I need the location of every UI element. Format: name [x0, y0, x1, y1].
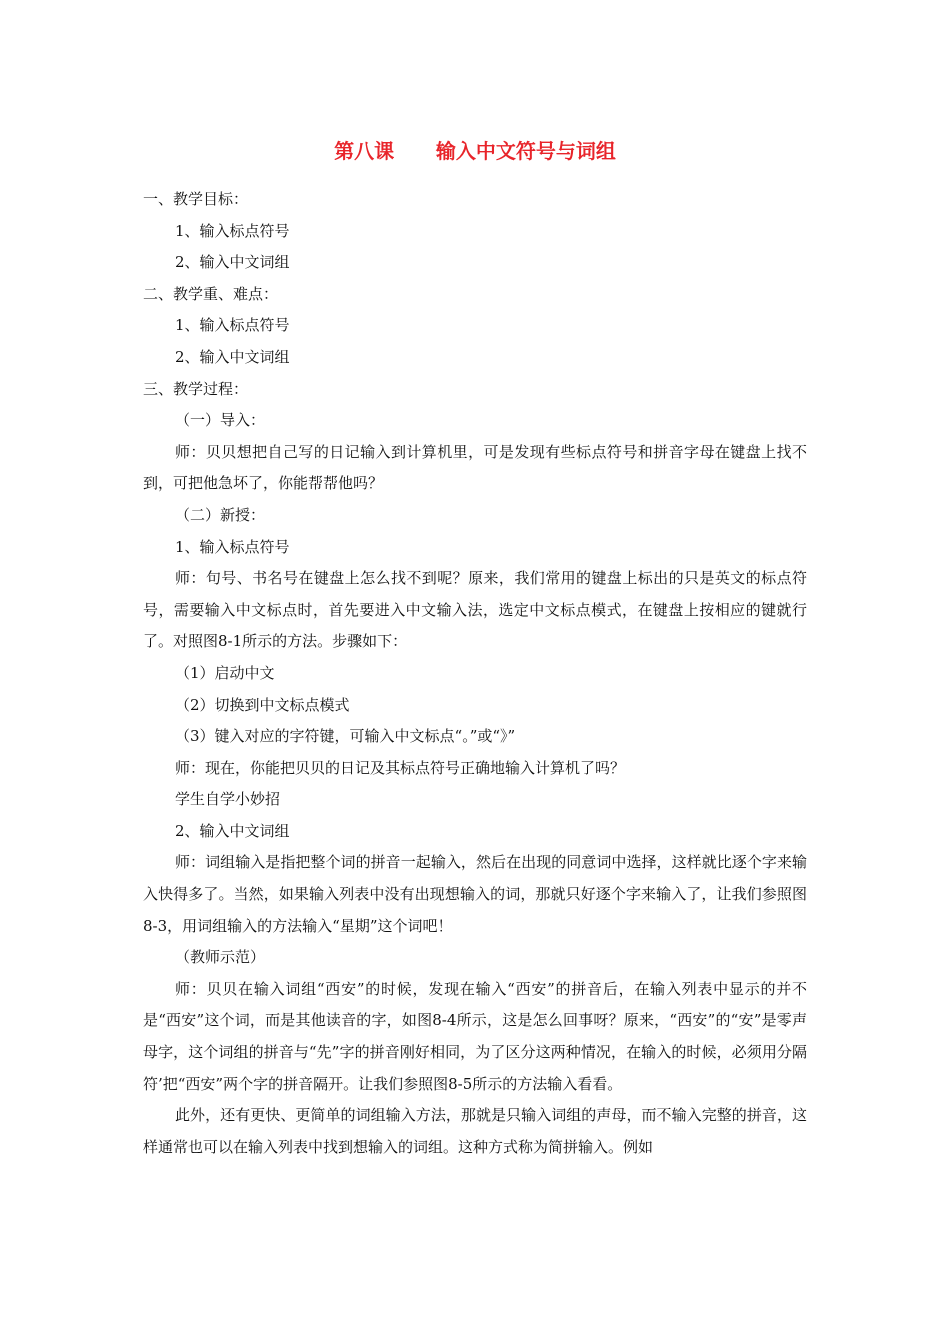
heading-objectives: 一、教学目标： — [143, 190, 249, 208]
section-phrases: 2、输入中文词组 — [175, 821, 290, 840]
list-item: 1、输入标点符号 — [175, 316, 290, 335]
body-paragraph: 师：贝贝在输入词组“西安”的时候，发现在输入“西安”的拼音后，在输入列表中显示的并不是“西安”这个词，而是其他读音的字，如图8-4所示，这是怎么回事呀？原来，“西安”的“安”是零声母字，这个词组的拼音与“先”字的拼音刚好相同，为了区分这两种情况，在输入的时候，必须用分隔符’把“西安”两个字的拼音隔开。让我们参照图8-5所示的方法输入看看。 — [143, 979, 807, 1093]
body-paragraph: （教师示范） — [175, 948, 266, 967]
subheading-new-lesson: （二）新授： — [175, 505, 266, 524]
heading-key-points: 二、教学重、难点： — [143, 284, 279, 303]
step-item: （1）启动中文 — [175, 663, 275, 682]
list-item: 1、输入标点符号 — [175, 221, 290, 240]
document-body — [143, 184, 807, 1163]
list-item: 2、输入中文词组 — [175, 347, 290, 366]
section-punctuation: 1、输入标点符号 — [175, 537, 290, 556]
subheading-intro: （一）导入： — [175, 411, 266, 430]
list-item: 2、输入中文词组 — [175, 253, 290, 272]
body-paragraph: 师：句号、书名号在键盘上怎么找不到呢？原来，我们常用的键盘上标出的只是英文的标点符号，需要输入中文标点时，首先要进入中文输入法，选定中文标点模式，在键盘上按相应的键就行了。对照图8-1所示的方法。步骤如下： — [143, 569, 807, 651]
body-paragraph: 此外，还有更快、更简单的词组输入方法，那就是只输入词组的声母，而不输入完整的拼音，这样通常也可以在输入列表中找到想输入的词组。这种方式称为简拼输入。例如 — [143, 1106, 807, 1156]
page-title: 第八课 输入中文符号与词组 — [334, 139, 616, 163]
step-item: （2）切换到中文标点模式 — [175, 695, 350, 714]
heading-process: 三、教学过程： — [143, 379, 249, 398]
body-paragraph: 师：贝贝想把自己写的日记输入到计算机里，可是发现有些标点符号和拼音字母在键盘上找不到，可把他急坏了，你能帮帮他吗？ — [143, 442, 807, 493]
body-paragraph: 师：现在，你能把贝贝的日记及其标点符号正确地输入计算机了吗？ — [175, 758, 626, 777]
step-item: （3）键入对应的字符键，可输入中文标点“。”或“》” — [175, 727, 516, 746]
body-paragraph: 学生自学小妙招 — [175, 790, 281, 809]
body-paragraph: 师：词组输入是指把整个词的拼音一起输入，然后在出现的同意词中选择，这样就比逐个字来输入快得多了。当然，如果输入列表中没有出现想输入的词，那就只好逐个字来输入了，让我们参照图8-3，用词组输入的方法输入“星期”这个词吧！ — [143, 853, 807, 935]
